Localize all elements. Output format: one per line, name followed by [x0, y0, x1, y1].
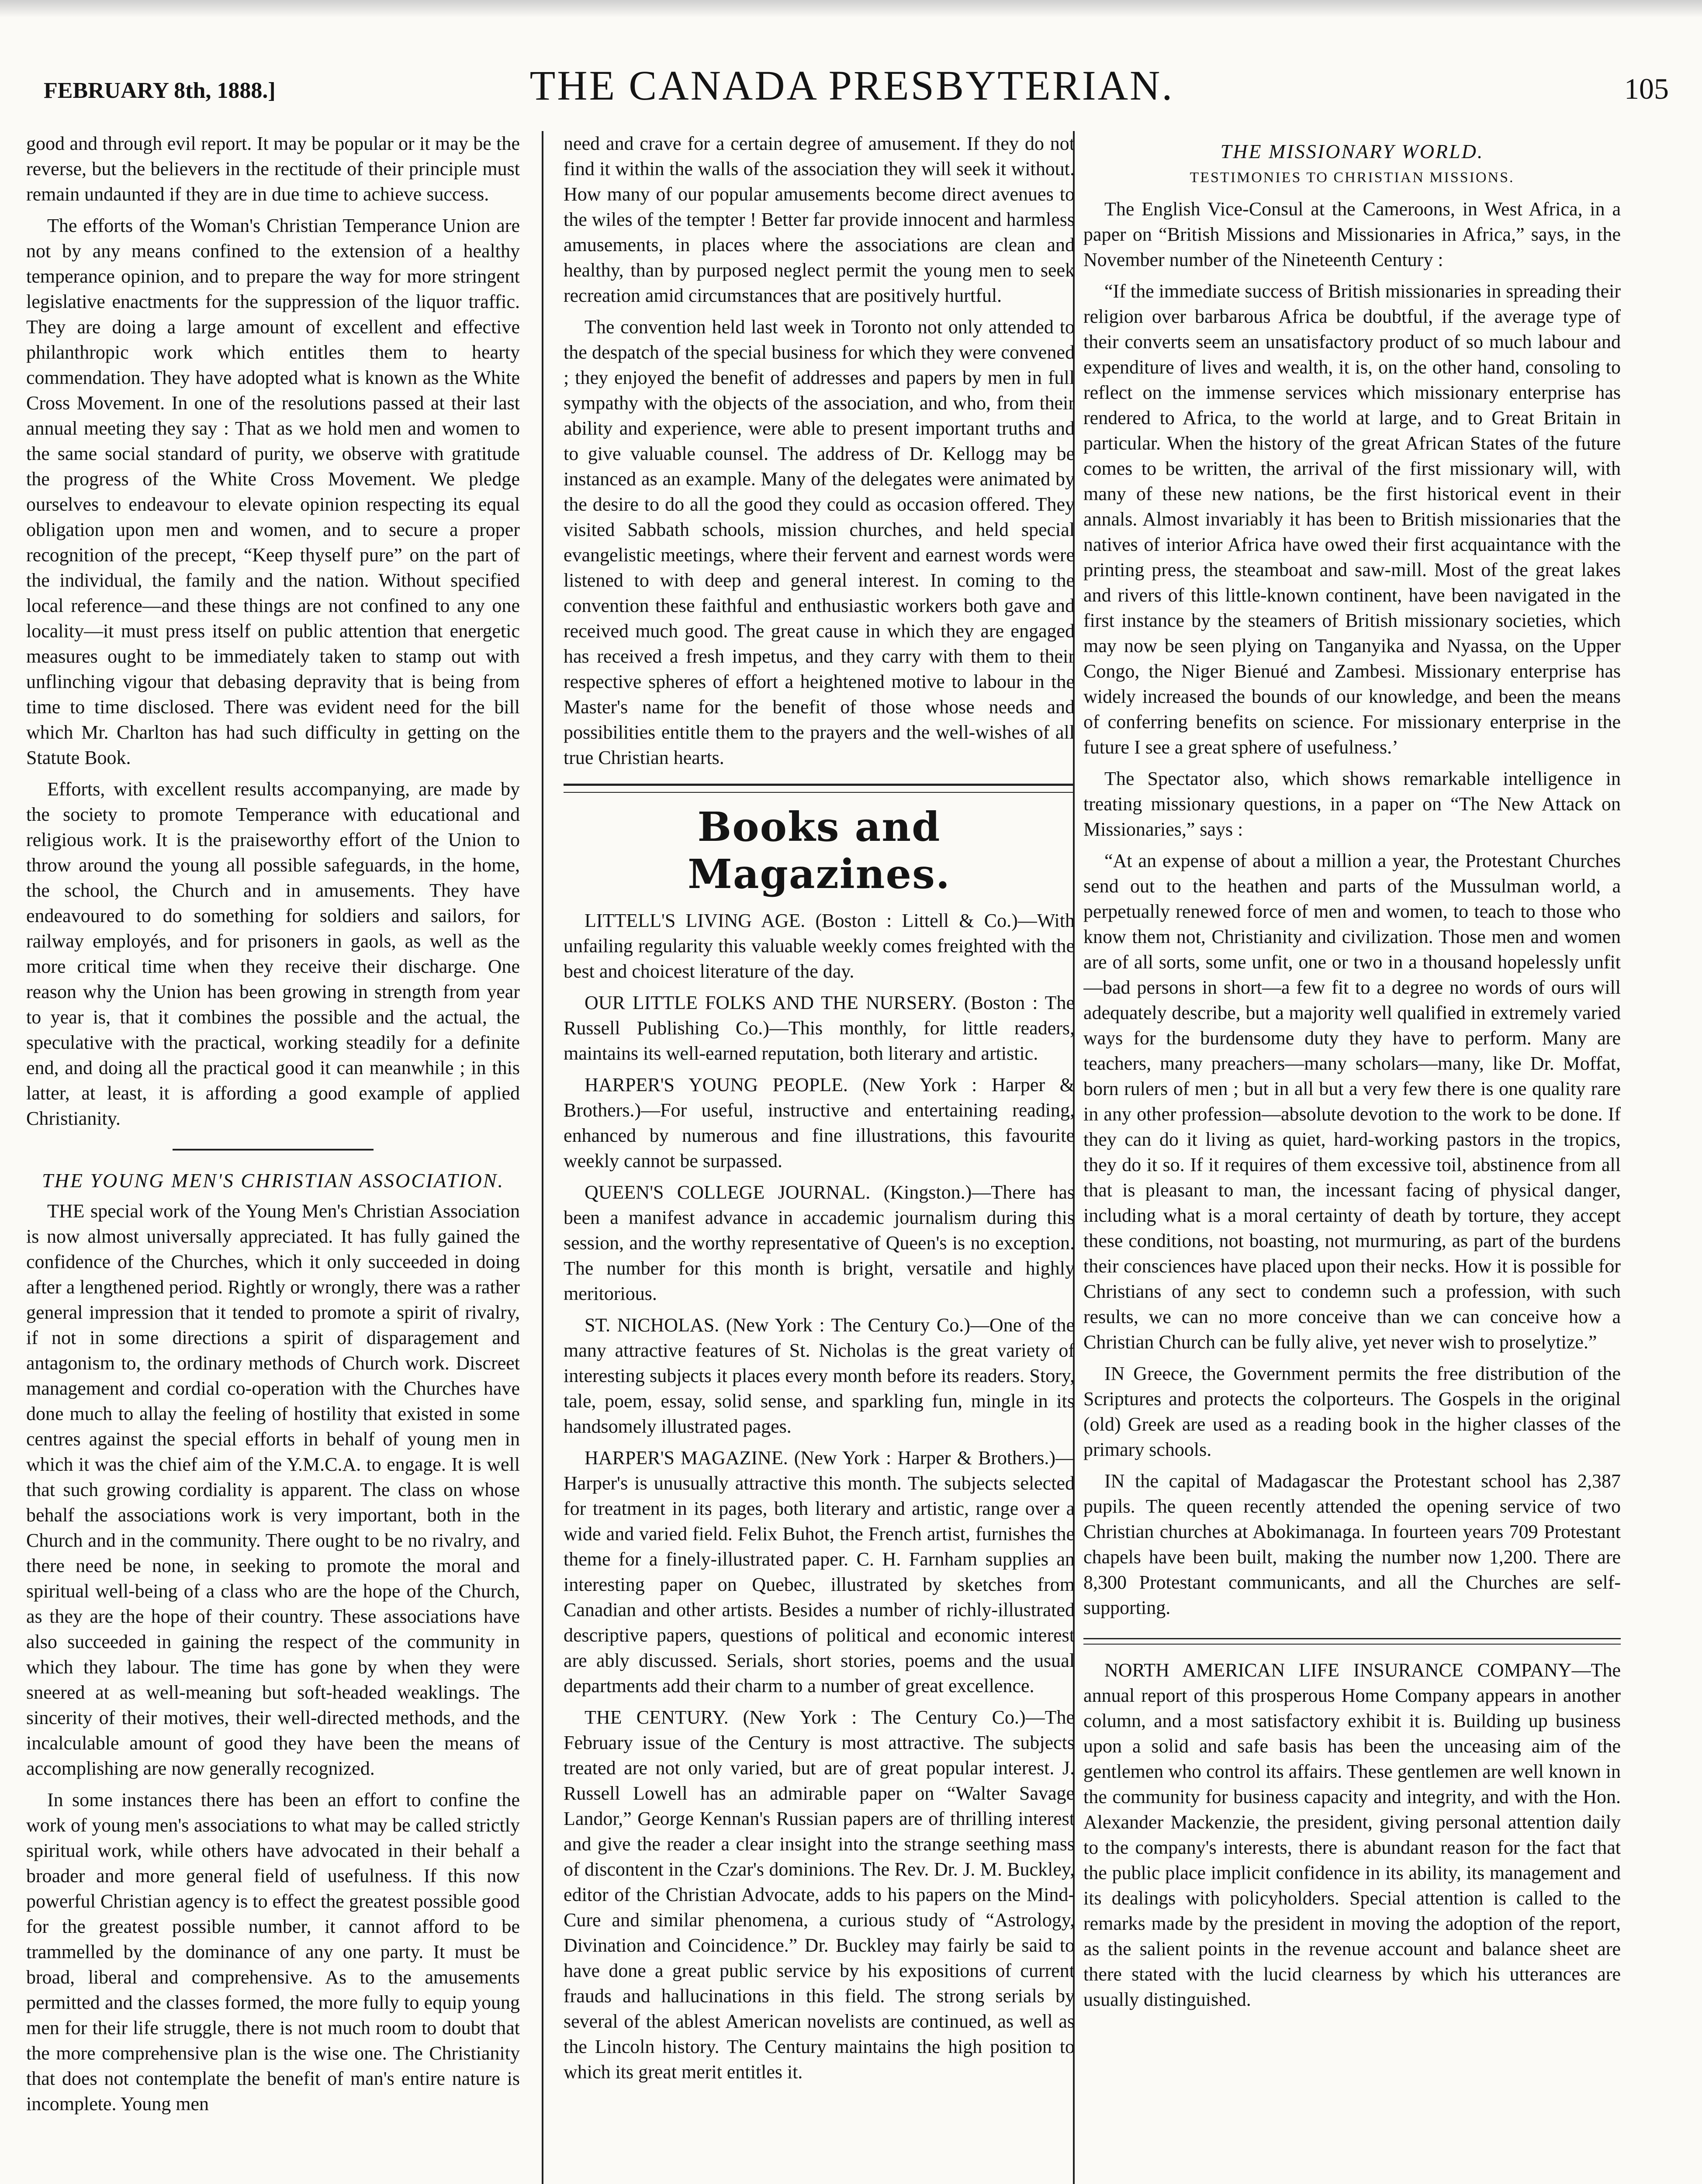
- insurance-notice: NORTH AMERICAN LIFE INSURANCE COMPANY—The annual report of this prosperous Home Company appears in another column, and a most satisfactory exhibit it is. Building up business upon a solid and safe basis has been the unceasing aim of the gentlemen who control its affairs. These gentlemen are well known in the community for business capacity and integrity, and with the Hon. Alexander Mackenzie, the president, giving personal attention daily to the company's interests, there is abundant reason for the fact that the public place implicit confidence in its ability, its management and its dealings with policyholders. Special attention is called to the remarks made by the president in moving the adoption of the report, as the salient points in the revenue account and balance sheet are there stated with the lucid clearness by which his utterances are usually distinguished.: [1083, 1659, 1621, 2010]
- section-divider: [1083, 1638, 1621, 1645]
- paragraph: The efforts of the Woman's Christian Temperance Union are not by any means confined to the extension of a healthy temperance opinion, and to prepare the way for more stringent legislative enactments for the suppression of the liquor traffic. They are doing a large amount of excellent and effective philanthropic work which entitles them to hearty commendation. They have adopted what is known as the White Cross Movement. In one of the resolutions passed at their last annual meeting they say : That as we hold men and women to the same social standard of purity, we observe with gratitude the progress of the White Cross Movement. We pledge ourselves to endeavour to elevate opinion respecting its equal obligation upon men and women, and to secure a proper recognition of the precept, “Keep thyself pure” on the part of the individual, the family and the nation. Without specified local reference—and these things are not confined to any one locality—it must press itself on public attention that energetic measures ought to be immediately taken to stamp out with unflinching vigour that debasing depravity that is being from time to time disclosed. There was evident need for the bill which Mr. Charlton has had such difficulty in getting on the Statute Book.: [26, 215, 520, 768]
- review: HARPER'S MAGAZINE. (New York : Harper & Brothers.)—Harper's is unusually attractive this month. The subjects selected for treatment in its pages, both literary and artistic, range over a wide and varied field. Felix Buhot, the French artist, furnishes the theme for a finely-illustrated paper. C. H. Farnham supplies an interesting paper on Quebec, illustrated by sketches from Canadian and other artists. Besides a number of richly-illustrated descriptive papers, questions of political and economic interest are ably discussed. Serials, short stories, poems and the usual departments add their charm to a number of great excellence.: [564, 1447, 1075, 1697]
- issue-date: FEBRUARY 8th, 1888.]: [44, 78, 276, 103]
- section-divider: [173, 1149, 374, 1151]
- paragraph: “At an expense of about a million a year, the Protestant Churches send out to the heathen and parts of the Mussulman world, a perpetually renewed force of men and women, to teach to those who know them not, Christianity and civilization. Those men and women are of all sorts, some unfit, one or two in a thousand hopelessly unfit—bad persons in short—a few fit to a degree no words of ours will adequately describe, but a majority well qualified in extremely varied ways for the burdensome duty they have to perform. Many are teachers, many preachers—many scholars—many, like Dr. Moffat, born rulers of men ; but in all but a very few there is one quality rare in any other profession—absolute devotion to the work to be done. If they can do it living as quiet, hard-working pastors in the tropics, they do it so. If it requires of them excessive toil, abstinence from all that is pleasant to man, the incessant facing of physical danger, including what is a moral certainty of death by torture, they accept these conditions, not boasting, not murmuring, as part of the burdens their consciences have placed upon their necks. How it is possible for Christians of any sect to condemn such a profession, with such results, we can no more conceive than we can conceive how a Christian Church can be fully alive, yet never wish to proselytize.”: [1083, 850, 1621, 1353]
- review: QUEEN'S COLLEGE JOURNAL. (Kingston.)—There has been a manifest advance in accademic journalism during this session, and the worthy representative of Queen's is no exception. The number for this month is bright, versatile and highly meritorious.: [564, 1182, 1075, 1304]
- paragraph: Efforts, with excellent results accompanying, are made by the society to promote Temperance with educational and religious work. It is the praiseworthy effort of the Union to throw around the young all possible safeguards, in the home, the school, the Church and in amusements. They have endeavoured to do something for soldiers and sailors, for railway employés, and for prisoners in gaols, as well as the more critical time when they receive their discharge. One reason why the Union has been growing in strength from year to year is, that it combines the possible and the actual, the speculative with the practical, working steadily for a definite end, and doing all the practical good it can meanwhile ; in this latter, at least, it is affording a good example of applied Christianity.: [26, 778, 520, 1129]
- page-number: 105: [1624, 72, 1669, 105]
- paragraph: good and through evil report. It may be popular or it may be the reverse, but the believers in the rectitude of their principle must remain undaunted if they are in due time to achieve success.: [26, 133, 520, 205]
- paragraph: In some instances there has been an effort to confine the work of young men's associations to what may be called strictly spiritual work, while others have advocated in their behalf a broader and more general field of usefulness. If this now powerful Christian agency is to effect the greatest possible good for the greatest possible number, it cannot afford to be trammelled by the dominance of any one party. It must be broad, liberal and comprehensive. As to the amusements permitted and the classes formed, the more fully to equip young men for their life struggle, there is not much room to doubt that the more comprehensive plan is the wise one. The Christianity that does not contemplate the benefit of man's entire nature is incomplete. Young men: [26, 1789, 520, 2115]
- section-divider: [564, 784, 1075, 793]
- books-heading: Books and Magazines.: [688, 803, 951, 898]
- column-2: [564, 131, 1075, 2184]
- paragraph: The convention held last week in Toronto not only attended to the despatch of the special business for which they were convened ; they enjoyed the benefit of addresses and papers by men in full sympathy with the objects of the association, and who, from their ability and experience, were able to present important truths and to give valuable counsel. The address of Dr. Kellogg may be instanced as an example. Many of the delegates were animated by the desire to do all the good they could as occasion offered. They visited Sabbath schools, mission churches, and held special evangelistic meetings, where their fervent and earnest words were listened to with deep and general interest. In coming to the convention these faithful and enthusiastic workers both gave and received much good. The great cause in which they are engaged has received a fresh impetus, and they carry with them to their respective spheres of effort a heightened motive to labour in the Master's name for the benefit of those whose needs and possibilities entitle them to the prayers and the well-wishes of all true Christian hearts.: [564, 316, 1075, 768]
- review: THE CENTURY. (New York : The Century Co.)—The February issue of the Century is most attractive. The subjects treated are not only varied, but are of great popular interest. J. Russell Lowell has an admirable paper on “Walter Savage Landor,” George Kennan's Russian papers are of thrilling interest and give the reader a clear insight into the strange seething mass of discontent in the Czar's dominions. The Rev. Dr. J. M. Buckley, editor of the Christian Advocate, adds to his papers on the Mind-Cure and similar phenomena, a curious study of “Astrology, Divination and Coincidence.” Dr. Buckley may fairly be said to have done a great public service by his expositions of current frauds and hallucinations in this field. The strong serials by several of the ablest American novelists are continued, as well as the Lincoln history. The Century maintains the high position to which its great merit entitles it.: [564, 1707, 1075, 2083]
- review: OUR LITTLE FOLKS AND THE NURSERY. (Boston : The Russell Publishing Co.)—This monthly, for little readers, maintains its well-earned reputation, both literary and artistic.: [564, 992, 1075, 1064]
- missionary-heading: THE MISSIONARY WORLD.: [1220, 140, 1484, 162]
- paragraph: IN Greece, the Government permits the free distribution of the Scriptures and protects the colporteurs. The Gospels in the original (old) Greek are used as a reading book in the higher classes of the primary schools.: [1083, 1363, 1621, 1460]
- missionary-subheading: TESTIMONIES TO CHRISTIAN MISSIONS.: [1190, 169, 1515, 186]
- paragraph: THE special work of the Young Men's Christian Association is now almost universally appreciated. It has fully gained the confidence of the Churches, which it only succeeded in doing after a lengthened period. Rightly or wrongly, there was a rather general impression that it tended to promote a spirit of rivalry, if not in some directions a spirit of disparagement and antagonism to, the ordinary methods of Church work. Discreet management and cordial co-operation with the Churches have done much to allay the feeling of hostility that existed in some centres against the special efforts in behalf of young men in which it was the chief aim of the Y.M.C.A. to engage. It is well that such growing cordiality is apparent. The class on whose behalf the associations work is very important, both in the Church and in the community. There ought to be no rivalry, and there need be none, in seeking to promote the moral and spiritual well-being of a class who are the hope of the Church, as they are the hope of their country. These associations have also succeeded in gaining the respect of the community in which they labour. The time has gone by when they were sneered at as well-meaning but soft-headed weaklings. The sincerity of their motives, their well-directed methods, and the incalculable amount of good they have been the means of accomplishing are now generally recognized.: [26, 1200, 520, 1779]
- column-1: [26, 131, 520, 2184]
- column-3: [1083, 131, 1621, 2184]
- paragraph: IN the capital of Madagascar the Protestant school has 2,387 pupils. The queen recently attended the opening service of two Christian churches at Abokimanaga. In fourteen years 709 Protestant chapels have been built, making the number now 1,200. There are 8,300 Protestant communicants, and all the Churches are self-supporting.: [1083, 1470, 1621, 1618]
- paragraph: The Spectator also, which shows remarkable intelligence in treating missionary questions, in a paper on “The New Attack on Missionaries,” says :: [1083, 768, 1621, 840]
- paragraph: “If the immediate success of British missionaries in spreading their religion over barbarous Africa be doubtful, if the average type of their converts seem an unsatisfactory product of so much labour and expenditure of lives and wealth, it is, on the other hand, consoling to reflect on the immense services which missionary enterprise has rendered to Africa, to the world at large, and to Great Britain in particular. When the history of the great African States of the future comes to be written, the arrival of the first missionary will, with many of these new nations, be the first historical event in their annals. Almost invariably it has been to British missionaries that the natives of interior Africa have owed their first acquaintance with the printing press, the steamboat and saw-mill. Most of the great lakes and rivers of this little-known continent, have been navigated in the first instance by the steamers of British missionary societies, which may now be seen plying on Tanganyika and Nyassa, on the Upper Congo, the Niger Bienué and Zambesi. Missionary enterprise has widely increased the bounds of our knowledge, and been the means of conferring benefits on science. For missionary enterprise in the future I see a great sphere of usefulness.’: [1083, 280, 1621, 758]
- paragraph: need and crave for a certain degree of amusement. If they do not find it within the walls of the association they will seek it without. How many of our popular amusements become direct avenues to the wiles of the tempter ! Better far provide innocent and harmless amusements, in places where the associations are clean and healthy, than by purposed neglect permit the young men to seek recreation amid circumstances that are positively hurtful.: [564, 133, 1075, 306]
- scan-edge: [0, 0, 1702, 17]
- column-divider: [542, 131, 543, 2184]
- masthead: [26, 52, 1678, 114]
- review: LITTELL'S LIVING AGE. (Boston : Littell & Co.)—With unfailing regularity this valuable weekly comes freighted with the best and choicest literature of the day.: [564, 910, 1075, 982]
- ymca-heading: THE YOUNG MEN'S CHRISTIAN ASSOCIATION.: [42, 1169, 504, 1192]
- review: HARPER'S YOUNG PEOPLE. (New York : Harper & Brothers.)—For useful, instructive and entertaining reading, enhanced by numerous and fine illustrations, this favourite weekly cannot be surpassed.: [564, 1074, 1075, 1171]
- paragraph: The English Vice-Consul at the Cameroons, in West Africa, in a paper on “British Missions and Missionaries in Africa,” says, in the November number of the Nineteenth Century :: [1083, 198, 1621, 270]
- review: ST. NICHOLAS. (New York : The Century Co.)—One of the many attractive features of St. Nicholas is the great variety of interesting subjects it places every month before its readers. Story, tale, poem, essay, solid sense, and sparkling fun, mingle in its handsomely illustrated pages.: [564, 1314, 1075, 1437]
- newspaper-title: THE CANADA PRESBYTERIAN.: [529, 62, 1174, 109]
